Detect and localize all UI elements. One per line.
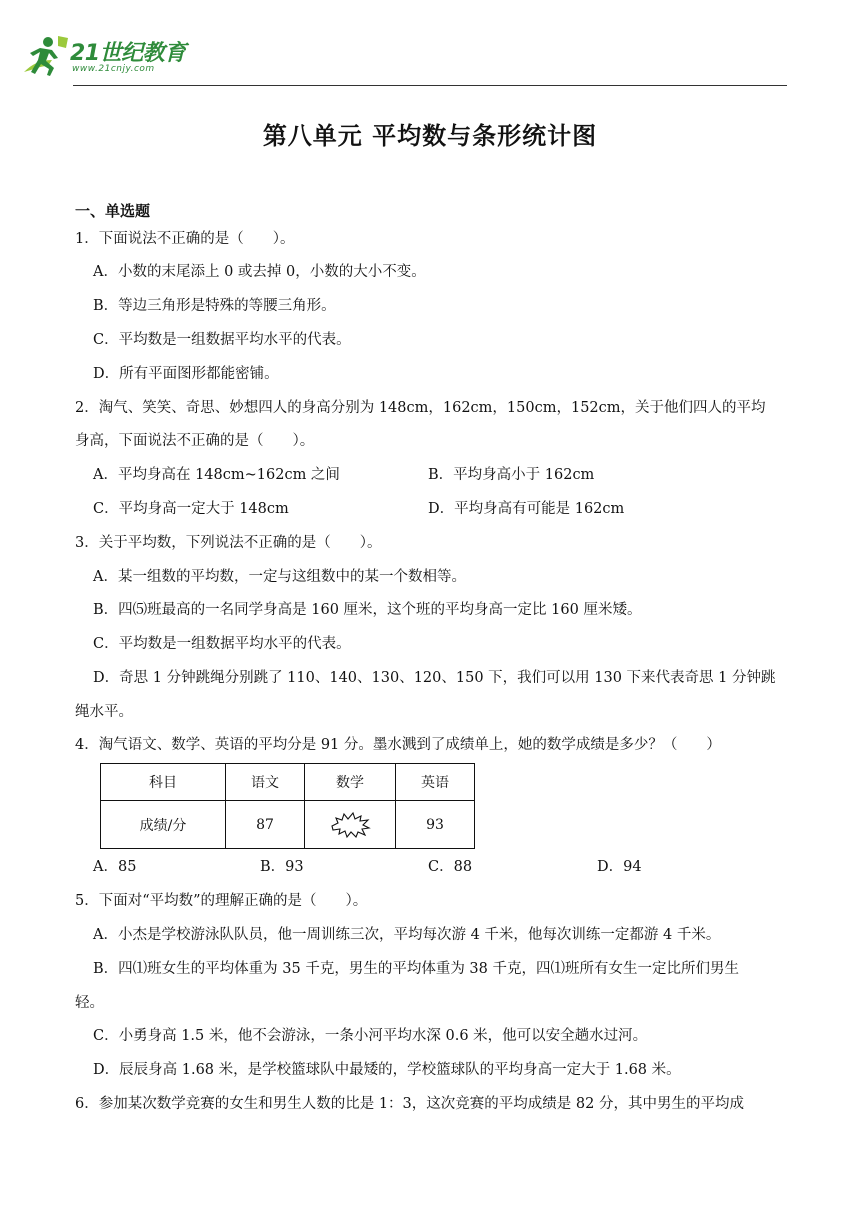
q1-option-b: B．等边三角形是特殊的等腰三角形。 (93, 298, 336, 314)
score-cell: 87 (226, 801, 305, 849)
ink-splash-icon (328, 810, 372, 840)
q5-option-b: B．四⑴班女生的平均体重为 35 千克，男生的平均体重为 38 千克，四⑴班所有女生一定比所们男生 (93, 961, 739, 977)
section-heading: 一、单选题 (75, 202, 151, 220)
q1-option-c: C．平均数是一组数据平均水平的代表。 (93, 332, 351, 348)
q5-option-d: D．辰辰身高 1.68 米，是学校篮球队中最矮的，学校篮球队的平均身高一定大于 1.68 米。 (93, 1062, 681, 1078)
question-5: 5．下面对“平均数”的理解正确的是（ ）。 (75, 893, 368, 909)
question-3: 3．关于平均数，下列说法不正确的是（ ）。 (75, 535, 382, 551)
score-header-cell: 语文 (226, 764, 305, 801)
question-6: 6．参加某次数学竞赛的女生和男生人数的比是 1：3，这次竞赛的平均成绩是 82 分，其中男生的平均成 (75, 1096, 744, 1112)
q3-option-d: D．奇思 1 分钟跳绳分别跳了 110、140、130、120、150 下，我们可以用 130 下来代表奇思 1 分钟跳 (93, 670, 776, 686)
q3-option-b: B．四⑸班最高的一名同学身高是 160 厘米，这个班的平均身高一定比 160 厘米矮。 (93, 602, 642, 618)
score-cell: 93 (396, 801, 475, 849)
q2-option-c: C．平均身高一定大于 148cm (93, 501, 289, 517)
page-title: 第八单元 平均数与条形统计图 (262, 122, 598, 150)
q2-option-d: D．平均身高有可能是 162cm (428, 501, 625, 517)
q4-option-a: A．85 (93, 859, 137, 875)
q2-option-b: B．平均身高小于 162cm (428, 467, 595, 483)
score-header-cell: 数学 (305, 764, 396, 801)
score-table-header-row (101, 764, 475, 801)
q4-option-c: C．88 (428, 859, 473, 875)
question-2-line-2: 身高，下面说法不正确的是（ ）。 (75, 433, 315, 449)
score-header-cell: 英语 (396, 764, 475, 801)
q4-option-b: B．93 (260, 859, 304, 875)
header-rule (73, 85, 787, 86)
question-4: 4．淘气语文、数学、英语的平均分是 91 分。墨水溅到了成绩单上，她的数学成绩是多少？（ ） (75, 737, 721, 753)
score-table-row (101, 801, 475, 849)
score-header-cell: 科目 (101, 764, 226, 801)
page-header (0, 0, 860, 90)
q2-option-a: A．平均身高在 148cm~162cm 之间 (93, 467, 340, 483)
q1-option-a: A．小数的末尾添上 0 或去掉 0，小数的大小不变。 (93, 264, 426, 280)
brand-url: www.21cnjy.com (72, 64, 155, 74)
q5-option-a: A．小杰是学校游泳队队员，他一周训练三次，平均每次游 4 千米，他每次训练一定都游 4 千米。 (93, 927, 721, 943)
q1-option-d: D．所有平面图形都能密铺。 (93, 366, 279, 382)
q5-option-c: C．小勇身高 1.5 米，他不会游泳，一条小河平均水深 0.6 米，他可以安全趟水过河。 (93, 1028, 648, 1044)
score-table (100, 763, 475, 849)
q3-option-c: C．平均数是一组数据平均水平的代表。 (93, 636, 351, 652)
q3-option-d-cont: 绳水平。 (75, 704, 133, 720)
question-1: 1．下面说法不正确的是（ ）。 (75, 231, 295, 247)
q4-option-d: D．94 (597, 859, 642, 875)
question-2-line-1: 2．淘气、笑笑、奇思、妙想四人的身高分别为 148cm，162cm，150cm，152cm，关于他们四人的平均 (75, 400, 766, 416)
q5-option-b-cont: 轻。 (75, 995, 104, 1011)
q3-option-a: A．某一组数的平均数，一定与这组数中的某一个数相等。 (93, 569, 466, 585)
runner-logo-icon (18, 34, 70, 80)
brand-name: 21世纪教育 (70, 41, 186, 66)
score-cell: 成绩/分 (101, 801, 226, 849)
brand-logo (18, 34, 198, 80)
score-cell-ink-splash (305, 801, 396, 849)
